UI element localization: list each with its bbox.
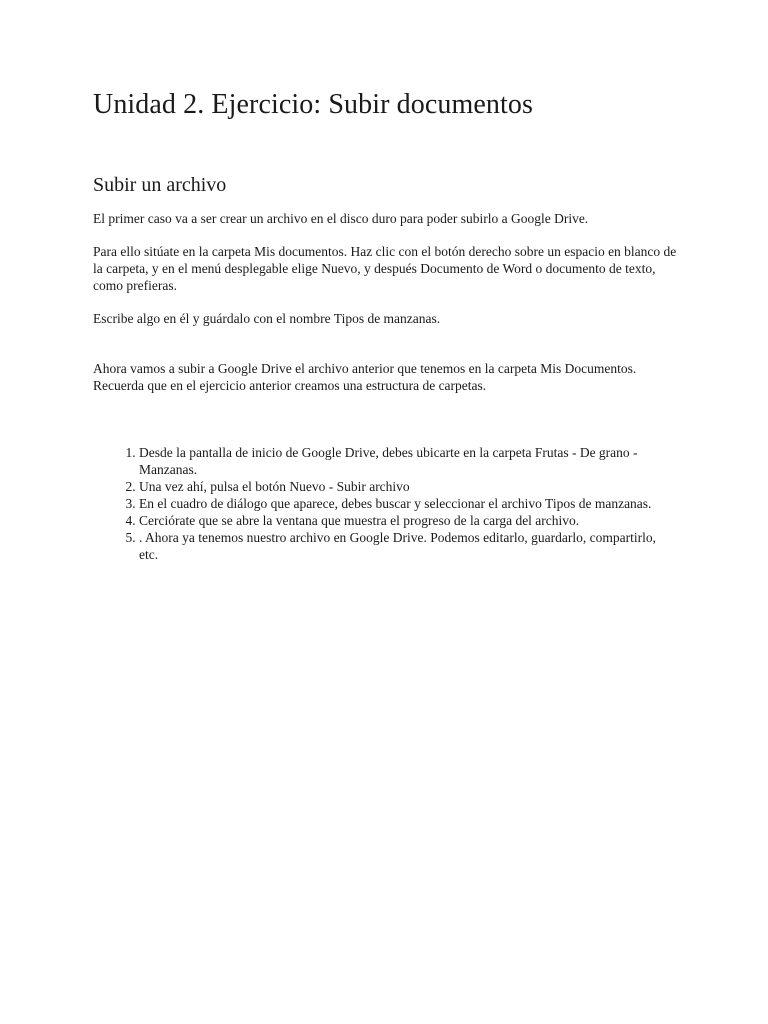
steps-list	[93, 444, 667, 563]
document-title: Unidad 2. Ejercicio: Subir documentos	[93, 89, 533, 120]
document-body	[93, 86, 683, 563]
list-item: 2. Una vez ahí, pulsa el botón Nuevo - Subir archivo	[139, 478, 667, 495]
paragraph-intro: El primer caso va a ser crear un archivo en el disco duro para poder subirlo a Google Drive.	[93, 211, 589, 226]
list-item: 4. Cerciórate que se abre la ventana que muestra el progreso de la carga del archivo.	[139, 512, 667, 529]
paragraph-instructions: Para ello sitúate en la carpeta Mis documentos. Haz clic con el botón derecho sobre un espacio en blanco de la carpeta, y en el menú desplegable elige Nuevo, y después Documento de Word o documento de texto, como prefieras.	[93, 244, 677, 293]
list-item: 5. . Ahora ya tenemos nuestro archivo en Google Drive. Podemos editarlo, guardarlo, compartirlo, etc.	[139, 529, 667, 563]
list-item: 3. En el cuadro de diálogo que aparece, debes buscar y seleccionar el archivo Tipos de manzanas.	[139, 495, 667, 512]
section-heading: Subir un archivo	[93, 174, 227, 196]
paragraph-upload: Ahora vamos a subir a Google Drive el archivo anterior que tenemos en la carpeta Mis Documentos. Recuerda que en el ejercicio anterior creamos una estructura de carpetas.	[93, 361, 637, 393]
list-item: 1. Desde la pantalla de inicio de Google Drive, debes ubicarte en la carpeta Frutas - De grano - Manzanas.	[139, 444, 667, 478]
paragraph-save: Escribe algo en él y guárdalo con el nombre Tipos de manzanas.	[93, 311, 441, 326]
